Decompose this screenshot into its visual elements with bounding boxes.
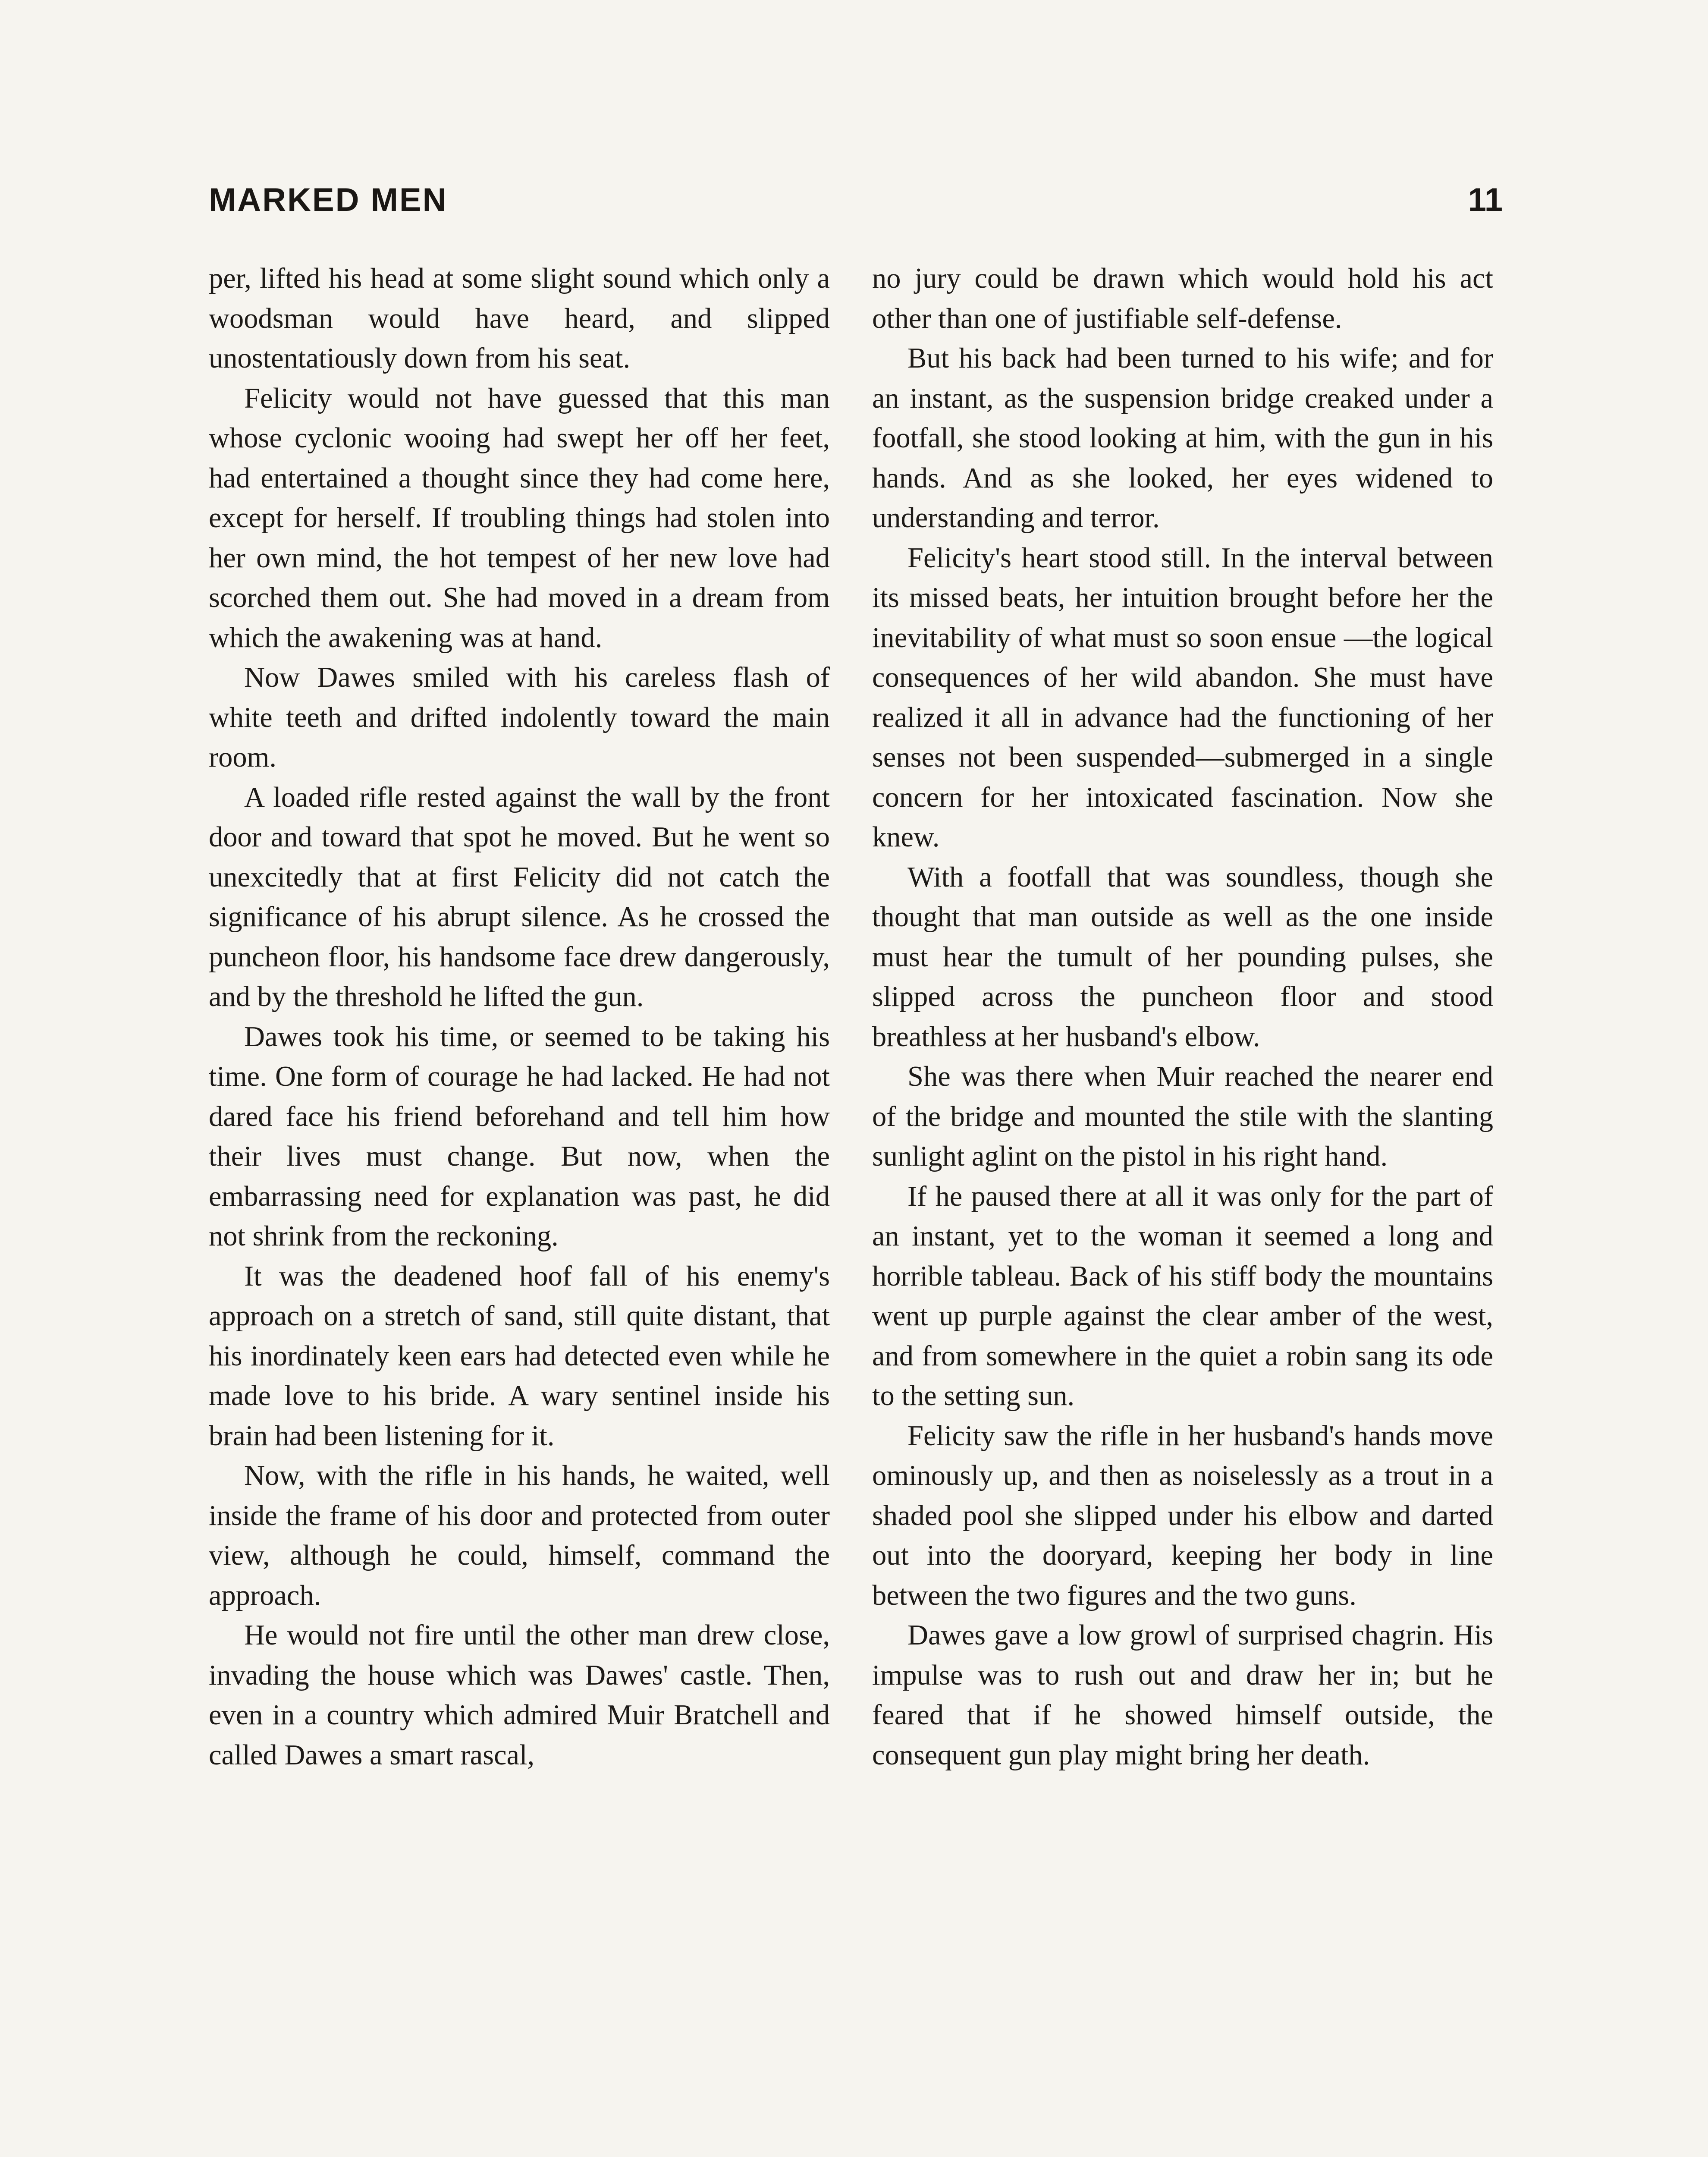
paragraph: He would not fire until the other man drew close, invading the house which was Dawes' castle. Then, even in a country which admired Muir Bratchell and called Dawes a smart rascal, <box>209 1619 830 1771</box>
paragraph: With a footfall that was soundless, though she thought that man outside as well as the one inside must hear the tumult of her pounding pulses, she slipped across the puncheon floor and stood breathless at her husband's elbow. <box>872 861 1493 1053</box>
paragraph: Now Dawes smiled with his careless flash of white teeth and drifted indolently toward the main room. <box>209 662 830 773</box>
paragraph: Dawes took his time, or seemed to be taking his time. One form of courage he had lacked. He had not dared face his friend beforehand and tell him how their lives must change. But now, when the embarrassing need for explanation was past, he did not shrink from the reckoning. <box>209 1021 830 1252</box>
text-column-right <box>872 259 1493 2157</box>
page-number: 11 <box>1468 182 1503 218</box>
paragraph: Now, with the rifle in his hands, he waited, well inside the frame of his door and protected from outer view, although he could, himself, command the approach. <box>209 1460 830 1611</box>
paragraph: no jury could be drawn which would hold his act other than one of justifiable self-defense. <box>872 263 1493 334</box>
paragraph: per, lifted his head at some slight sound which only a woodsman would have heard, and slipped unostentatiously down from his seat. <box>209 263 830 374</box>
paragraph: Felicity saw the rifle in her husband's hands move ominously up, and then as noiselessly as a trout in a shaded pool she slipped under his elbow and darted out into the dooryard, keeping her body in line between the two figures and the two guns. <box>872 1420 1493 1611</box>
running-title: MARKED MEN <box>209 182 448 218</box>
paragraph: Felicity's heart stood still. In the interval between its missed beats, her intuition brought before her the inevitability of what must so soon ensue —the logical consequences of her wild abandon. She must have realized it all in advance had the functioning of her senses not been suspended—submerged in a single concern for her intoxicated fascination. Now she knew. <box>872 542 1493 853</box>
paragraph: A loaded rifle rested against the wall by the front door and toward that spot he moved. But he went so unexcitedly that at first Felicity did not catch the significance of his abrupt silence. As he crossed the puncheon floor, his handsome face drew dangerously, and by the threshold he lifted the gun. <box>209 781 830 1012</box>
paragraph: Dawes gave a low growl of surprised chagrin. His impulse was to rush out and draw her in; but he feared that if he showed himself outside, the consequent gun play might bring her death. <box>872 1619 1493 1771</box>
paragraph: If he paused there at all it was only for the part of an instant, yet to the woman it seemed a long and horrible tableau. Back of his stiff body the mountains went up purple against the clear amber of the west, and from somewhere in the quiet a robin sang its ode to the setting sun. <box>872 1180 1493 1412</box>
paragraph: She was there when Muir reached the nearer end of the bridge and mounted the stile with the slanting sunlight aglint on the pistol in his right hand. <box>872 1061 1493 1172</box>
text-column-left <box>209 259 830 2157</box>
paragraph: But his back had been turned to his wife; and for an instant, as the suspension bridge creaked under a footfall, she stood looking at him, with the gun in his hands. And as she looked, her eyes widened to understanding and terror. <box>872 343 1493 534</box>
paragraph: Felicity would not have guessed that this man whose cyclonic wooing had swept her off her feet, had entertained a thought since they had come here, except for herself. If troubling things had stolen into her own mind, the hot tempest of her new love had scorched them out. She had moved in a dream from which the awakening was at hand. <box>209 382 830 654</box>
paragraph: It was the deadened hoof fall of his enemy's approach on a stretch of sand, still quite distant, that his inordinately keen ears had detected even while he made love to his bride. A wary sentinel inside his brain had been listening for it. <box>209 1260 830 1452</box>
page-header <box>209 181 1503 233</box>
